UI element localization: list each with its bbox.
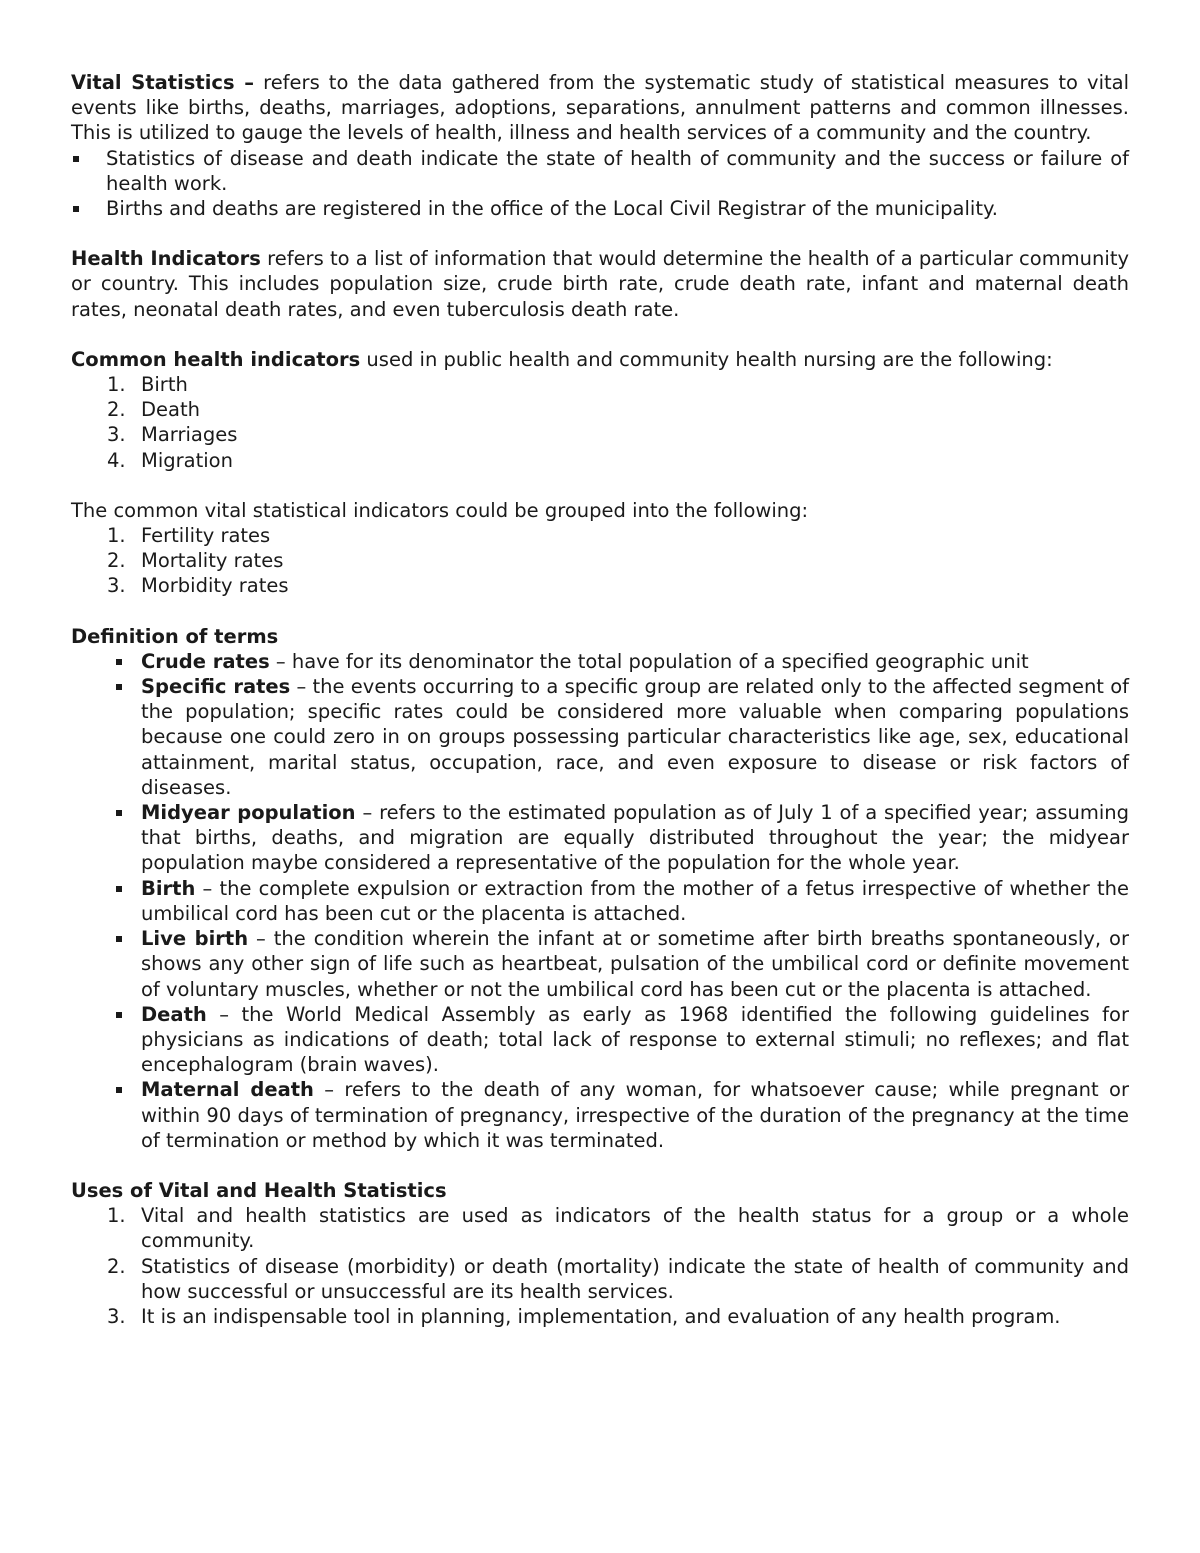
list-item (71, 372, 1129, 397)
list-item (71, 548, 1129, 573)
list-item (71, 1203, 1129, 1253)
list-text: Fertility rates (141, 524, 271, 548)
list-text: Marriages (141, 423, 238, 447)
definitions-heading: Definition of terms (71, 624, 279, 648)
definitions-list (71, 649, 1129, 1153)
document-page (71, 70, 1129, 1329)
list-item (71, 1304, 1129, 1329)
definition-text: – the complete expulsion or extraction from the mother of a fetus irrespective of whether the umbilical cord has been cut or the placenta is attached. (141, 876, 1129, 925)
list-item (71, 1254, 1129, 1304)
intro-text: refers to the data gathered from the systematic study of statistical measures to vital events like births, deaths, marriages, adoptions, separations, annulment patterns and common illnesses. This is utilized to gauge the levels of health, illness and health services of a community and the country. (71, 71, 1129, 145)
list-item (71, 397, 1129, 422)
list-text: Death (141, 398, 200, 422)
list-text: It is an indispensable tool in planning, implementation, and evaluation of any health program. (141, 1304, 1061, 1328)
definition-text: – the World Medical Assembly as early as 1968 identified the following guidelines for physicians as indications of death; total lack of response to external stimuli; no reflexes; and flat encephalogram (brain waves). (141, 1002, 1129, 1077)
list-text: Migration (141, 448, 233, 472)
definition-text: – refers to the estimated population as of July 1 of a specified year; assuming that births, deaths, and migration are equally distributed throughout the year; the midyear population maybe considered a representative of the population for the whole year. (141, 801, 1130, 875)
list-item (71, 573, 1129, 598)
list-item (71, 422, 1129, 447)
definition-term: Midyear population (141, 801, 356, 825)
common-indicators-list (71, 372, 1129, 473)
definition-text: – the events occurring to a specific group are related only to the affected segment of the population; specific rates could be considered more valuable when comparing populations because one could zero in on groups possessing particular characteristics like age, sex, educational attainment, marital status, occupation, race, and even exposure to disease or risk factors of diseases. (141, 675, 1130, 799)
definition-item (71, 800, 1129, 876)
list-number: 2. (107, 549, 126, 573)
definition-item (71, 876, 1129, 926)
definition-text: – the condition wherein the infant at or sometime after birth breaths spontaneously, or shows any other sign of life such as heartbeat, pulsation of the umbilical cord or definite movement of voluntary muscles, whether or not the umbilical cord has been cut or the placenta is attached. (141, 927, 1129, 1001)
definition-item (71, 1077, 1129, 1153)
list-item: Statistics of disease and death indicate the state of health of community and the success or failure of health work. (71, 146, 1129, 196)
list-text: Mortality rates (141, 549, 284, 573)
list-number: 1. (107, 1204, 126, 1228)
definition-item (71, 674, 1129, 800)
list-number: 2. (107, 1254, 126, 1278)
definition-item (71, 649, 1129, 674)
list-number: 1. (107, 373, 126, 397)
vital-groups-paragraph: The common vital statistical indicators could be grouped into the following: (71, 498, 809, 522)
definition-item (71, 926, 1129, 1002)
uses-heading: Uses of Vital and Health Statistics (71, 1178, 447, 1202)
list-number: 2. (107, 398, 126, 422)
intro-paragraph (71, 70, 1129, 146)
definition-term: Specific rates (141, 675, 291, 699)
health-indicators-paragraph (71, 246, 1129, 322)
definition-term: Maternal death (141, 1078, 314, 1102)
list-number: 3. (107, 423, 126, 447)
list-text: Morbidity rates (141, 574, 289, 598)
list-text: Vital and health statistics are used as indicators of the health status for a group or a whole community. (141, 1204, 1129, 1253)
list-item (71, 523, 1129, 548)
list-text: Statistics of disease (morbidity) or death (mortality) indicate the state of health of community and how successful or unsuccessful are its health services. (141, 1254, 1129, 1303)
definition-term: Crude rates (141, 649, 270, 673)
list-number: 3. (107, 1304, 126, 1328)
list-item (71, 448, 1129, 473)
list-item: Births and deaths are registered in the office of the Local Civil Registrar of the municipality. (71, 196, 1129, 221)
health-indicators-term: Health Indicators (71, 247, 261, 271)
vital-groups-list (71, 523, 1129, 599)
list-number: 1. (107, 524, 126, 548)
common-indicators-text: used in public health and community health nursing are the following: (360, 347, 1053, 371)
list-number: 4. (107, 448, 126, 472)
definition-text: – have for its denominator the total population of a specified geographic unit (269, 649, 1029, 673)
health-indicators-text: refers to a list of information that would determine the health of a particular community or country. This includes population size, crude birth rate, crude death rate, infant and maternal death rates, neonatal death rates, and even tuberculosis death rate. (71, 247, 1130, 321)
common-indicators-term: Common health indicators (71, 347, 361, 371)
definition-item (71, 1002, 1129, 1078)
definition-term: Birth (141, 876, 196, 900)
intro-term: Vital Statistics – (71, 71, 255, 94)
definition-term: Death (141, 1002, 207, 1026)
intro-bullet-list (71, 146, 1129, 222)
definition-term: Live birth (141, 927, 249, 951)
uses-list (71, 1203, 1129, 1329)
list-number: 3. (107, 574, 126, 598)
definition-text: – refers to the death of any woman, for whatsoever cause; while pregnant or within 90 days of termination of pregnancy, irrespective of the duration of the pregnancy at the time of termination or method by which it was terminated. (141, 1078, 1129, 1152)
list-text: Birth (141, 373, 188, 397)
common-indicators-paragraph (71, 347, 1129, 372)
